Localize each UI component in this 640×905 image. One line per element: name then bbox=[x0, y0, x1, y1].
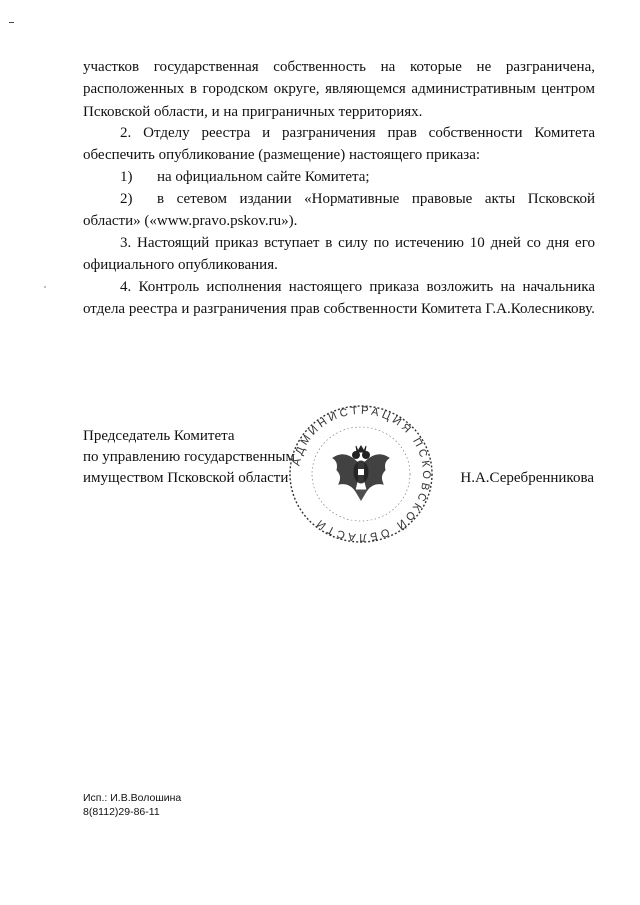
executor-phone: 8(8112)29-86-11 bbox=[83, 805, 160, 818]
signatory-title-line: имуществом Псковской области bbox=[83, 470, 289, 486]
list-item-1-number: 1) bbox=[120, 169, 133, 185]
signatory-title bbox=[83, 426, 295, 489]
paragraph-3: 3. Настоящий приказ вступает в силу по истечению 10 дней со дня его официального опубликования. bbox=[83, 235, 595, 274]
scan-dot bbox=[44, 286, 46, 288]
paragraph-4: 4. Контроль исполнения настоящего приказа возложить на начальника отдела реестра и разграничения прав собственности Комитета Г.А.Колесникову. bbox=[83, 279, 595, 318]
seal-text: АДМИНИСТРАЦИЯ ПСКОВСКОЙ ОБЛАСТИ bbox=[290, 404, 433, 544]
paragraph-2: 2. Отделу реестра и разграничения прав собственности Комитета обеспечить опубликование (размещение) настоящего приказа: bbox=[83, 125, 595, 164]
scan-mark bbox=[9, 22, 14, 23]
signatory-title-line: по управлению государственным bbox=[83, 449, 295, 465]
signatory-title-line: Председатель Комитета bbox=[83, 428, 235, 444]
list-item-2-continuation: области» («www.pravo.pskov.ru»). bbox=[83, 213, 298, 229]
list-item-2-number: 2) bbox=[120, 191, 133, 207]
executor-name: Исп.: И.В.Волошина bbox=[83, 792, 182, 804]
paragraph-1: участков государственная собственность на которые не разграничена, расположенных в городском округе, являющемся административным центром Псковской области, и на приграничных территориях. bbox=[83, 59, 595, 120]
coat-of-arms-icon bbox=[333, 446, 389, 500]
list-item-2-text: в сетевом издании «Нормативные правовые акты Псковской bbox=[157, 191, 595, 207]
official-seal bbox=[286, 402, 436, 546]
list-item-1-text: на официальном сайте Комитета; bbox=[157, 169, 370, 185]
executor-note bbox=[83, 792, 181, 819]
signatory-name: Н.А.Серебренникова bbox=[460, 470, 594, 486]
